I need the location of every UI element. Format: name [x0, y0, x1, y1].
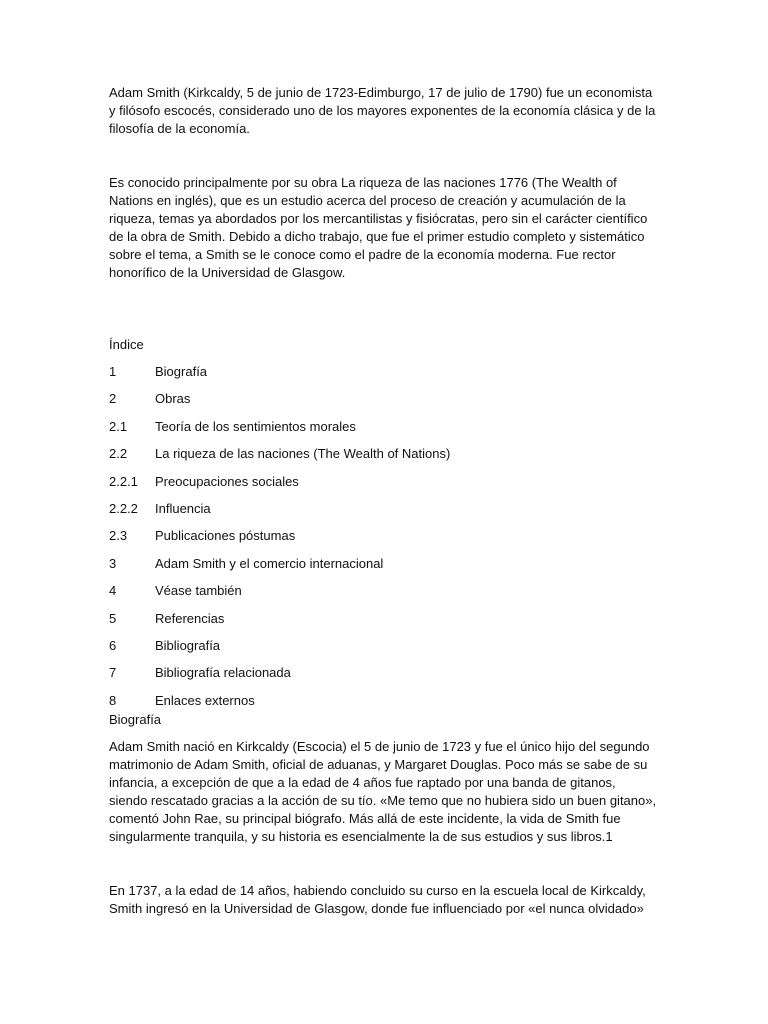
toc-item — [109, 610, 657, 637]
toc-item-number: 2.1 — [109, 418, 128, 434]
toc-item — [109, 418, 657, 445]
toc-item-number: 5 — [109, 610, 117, 626]
toc-item-label: Preocupaciones sociales — [155, 473, 299, 489]
toc-item — [109, 692, 657, 719]
toc-item-number: 4 — [109, 583, 117, 599]
toc-item — [109, 500, 657, 527]
toc-item — [109, 582, 657, 609]
toc-item-label: Influencia — [155, 500, 211, 516]
toc-item — [109, 664, 657, 691]
toc-item — [109, 555, 657, 582]
toc-item-label: Bibliografía relacionada — [155, 665, 291, 681]
toc-list — [109, 363, 657, 719]
toc-item-label: Biografía — [155, 364, 208, 379]
toc-item-number: 2.2.2 — [109, 500, 138, 516]
biography-paragraph: Adam Smith nació en Kirkcaldy (Escocia) el 5 de junio de 1723 y fue el único hijo del segundo matrimonio de Adam Smith, oficial de aduanas, y Margaret Douglas. Poco más se sabe de su infancia, a excepción de que a la edad de 4 años fue raptado por una banda de gitanos, siendo rescatado gracias a la acción de su tío. «Me temo que no hubiera sido un buen gitano», comentó John Rae, su principal biógrafo. Más allá de este incidente, la vida de Smith fue singularmente tranquila, y su historia es esencialmente la de sus estudios y sus libros.1 — [109, 739, 657, 845]
toc-item-label: Obras — [155, 391, 191, 407]
table-of-contents — [109, 336, 657, 719]
toc-item — [109, 527, 657, 554]
toc-item-number: 6 — [109, 637, 117, 653]
toc-item-label: Teoría de los sentimientos morales — [155, 418, 356, 434]
toc-item — [109, 445, 657, 472]
toc-item-number: 3 — [109, 555, 117, 571]
toc-item-number: 2.3 — [109, 528, 128, 544]
toc-item — [109, 473, 657, 500]
toc-item — [109, 390, 657, 417]
toc-item-number: 2.2 — [109, 446, 128, 462]
toc-item-label: Véase también — [155, 583, 242, 599]
toc-item-number: 7 — [109, 665, 117, 681]
document-page — [109, 84, 657, 918]
intro-paragraph: Adam Smith (Kirkcaldy, 5 de junio de 1723-Edimburgo, 17 de julio de 1790) fue un economista y filósofo escocés, considerado uno de los mayores exponentes de la economía clásica y de la filosofía de la economía. — [109, 85, 656, 136]
toc-item-number: 8 — [109, 692, 117, 708]
biography-heading: Biografía — [109, 712, 162, 728]
toc-title: Índice — [109, 337, 144, 352]
toc-item-label: La riqueza de las naciones (The Wealth of Nations) — [155, 446, 451, 462]
toc-item-label: Bibliografía — [155, 637, 221, 653]
toc-item-label: Enlaces externos — [155, 692, 255, 708]
known-for-paragraph: Es conocido principalmente por su obra La riqueza de las naciones 1776 (The Wealth of Nations en inglés), que es un estudio acerca del proceso de creación y acumulación de la riqueza, temas ya abordados por los mercantilistas y fisiócratas, pero sin el carácter científico de la obra de Smith. Debido a dicho trabajo, que fue el primer estudio completo y sistemático sobre el tema, a Smith se le conoce como el padre de la economía moderna. Fue rector honorífico de la Universidad de Glasgow. — [109, 175, 648, 280]
toc-item-label: Referencias — [155, 610, 225, 626]
biography-paragraph: En 1737, a la edad de 14 años, habiendo concluido su curso en la escuela local de Kirkcaldy, Smith ingresó en la Universidad de Glasgow, donde fue influenciado por «el nunca olvidado» — [109, 883, 646, 917]
toc-item — [109, 363, 657, 390]
toc-item-number: 2.2.1 — [109, 473, 138, 489]
toc-item-number: 1 — [109, 364, 117, 379]
toc-item — [109, 637, 657, 664]
toc-item-label: Publicaciones póstumas — [155, 528, 296, 544]
toc-item-number: 2 — [109, 391, 117, 407]
toc-item-label: Adam Smith y el comercio internacional — [155, 555, 384, 571]
